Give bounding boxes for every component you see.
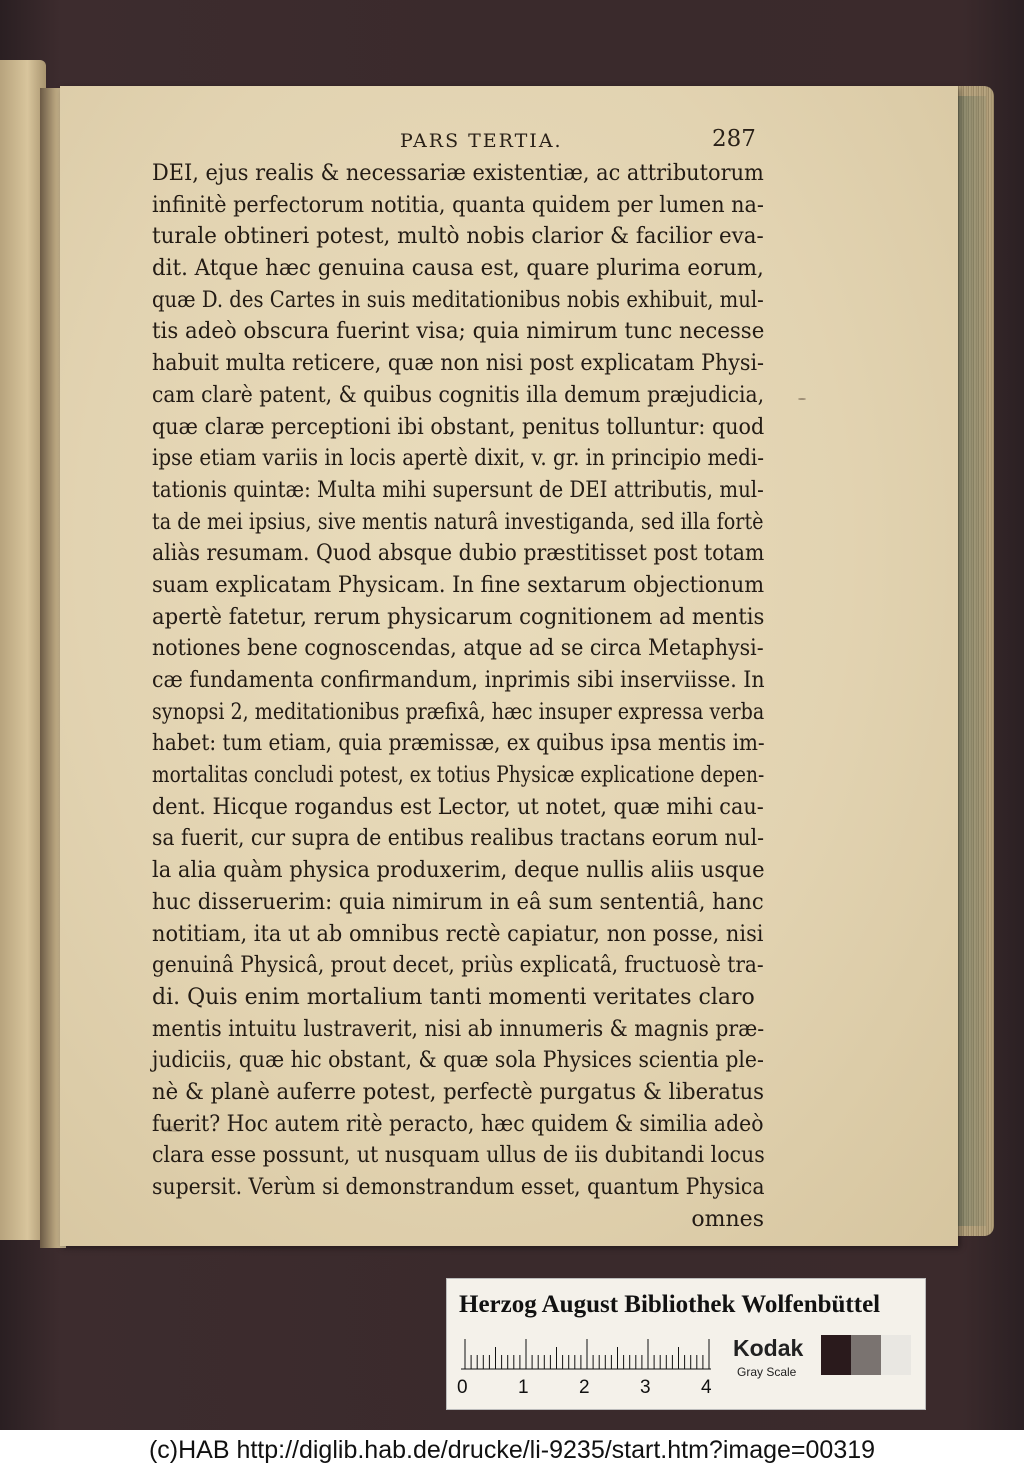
page-speck [798,398,806,400]
text-line: di. Quis enim mortalium tanti momenti veritates claro [152,984,755,1010]
page-number: 287 [712,126,756,152]
text-line: mentis intuitu lustraverit, nisi ab innumeris & magnis præ- [152,1016,765,1042]
gray-swatch [821,1335,851,1375]
ruler-number: 4 [701,1377,712,1398]
ruler-numbers [457,1377,717,1401]
text-line: suam explicatam Physicam. In fine sextarum objectionum [152,572,765,598]
gray-scale-swatches [821,1335,911,1375]
text-line: sa fuerit, cur supra de entibus realibus tractans eorum nul- [152,826,765,852]
running-head [60,126,958,160]
text-line: tationis quintæ: Multa mihi supersunt de DEI attributis, mul- [152,477,764,503]
text-line: fuerit? Hoc autem ritè peracto, hæc quidem & similia adeò [152,1111,764,1137]
text-line: la alia quàm physica produxerim, deque nullis aliis usque [152,858,765,884]
text-line: tis adeò obscura fuerint visa; quia nimirum tunc necesse [152,319,765,345]
ruler-number: 3 [640,1377,651,1398]
text-line: cam clarè patent, & quibus cognitis illa demum præjudicia, [152,382,765,408]
text-line: notitiam, ita ut ab omnibus rectè capiatur, non posse, nisi [152,921,764,947]
text-line: quæ D. des Cartes in suis meditationibus nobis exhibuit, mul- [152,287,764,313]
text-line: turale obtineri potest, multò nobis clarior & facilior eva- [152,224,764,250]
text-line: apertè fatetur, rerum physicarum cognitionem ad mentis [152,604,765,630]
footer-credit: (c)HAB http://diglib.hab.de/drucke/li-9235/start.htm?image=00319 [148,1436,876,1464]
ruler-number: 0 [457,1377,468,1398]
text-line: clara esse possunt, ut nusquam ullus de iis dubitandi locus [152,1143,765,1169]
ruler-scale [461,1335,721,1371]
footer-bar [0,1430,1024,1469]
kodak-logo: Kodak [733,1335,804,1361]
fore-edge-tint [958,96,986,1226]
text-line: aliàs resumam. Quod absque dubio præstitisset post totam [152,541,765,567]
text-line: synopsi 2, meditationibus præfixâ, hæc insuper expressa verba [152,699,765,725]
text-line: mortalitas concludi potest, ex totius Physicæ explicatione depen- [152,763,765,789]
text-line: genuinâ Physicâ, prout decet, priùs explicatâ, fructuosè tra- [152,953,764,979]
text-line: quæ claræ perceptioni ibi obstant, penitus tolluntur: quod [152,414,765,440]
text-line: notiones bene cognoscendas, atque ad se circa Metaphysi- [152,636,764,662]
text-line: supersit. Verùm si demonstrandum esset, quantum Physica [152,1175,765,1200]
text-line: cæ fundamenta confirmandum, inprimis sibi inserviisse. In [152,668,765,693]
color-reference-card [446,1278,926,1410]
text-line: habet: tum etiam, quia præmissæ, ex quibus ipsa mentis im- [152,731,765,757]
ruler-number: 1 [518,1377,529,1398]
text-line: dent. Hicque rogandus est Lector, ut notet, quæ mihi cau- [152,794,764,820]
text-line: habuit multa reticere, quæ non nisi post explicatam Physi- [152,351,765,377]
text-line: huc disseruerim: quia nimirum in eâ sum sententiâ, hanc [152,889,764,915]
text-line: ipse etiam variis in locis apertè dixit, v. gr. in principio medi- [152,446,764,472]
text-line: judiciis, quæ hic obstant, & quæ sola Physices scientia ple- [152,1048,764,1074]
catchword: omnes [691,1206,764,1232]
text-line: ta de mei ipsius, sive mentis naturâ investiganda, sed illa fortè [152,509,764,535]
library-name: Herzog August Bibliothek Wolfenbüttel [459,1291,881,1318]
gray-swatch [851,1335,881,1375]
text-line: DEI, ejus realis & necessariæ existentiæ, ac attributorum [152,161,764,186]
text-line: infinitè perfectorum notitia, quanta quidem per lumen na- [152,192,764,218]
ruler-number: 2 [579,1377,590,1398]
gray-scale-label: Gray Scale [737,1365,797,1379]
running-head-title: PARS TERTIA. [400,130,563,152]
body-text [152,158,764,1235]
text-line: nè & planè auferre potest, perfectè purgatus & liberatus [152,1079,765,1105]
gray-swatch [881,1335,911,1375]
text-line: dit. Atque hæc genuina causa est, quare plurima eorum, [152,256,764,282]
